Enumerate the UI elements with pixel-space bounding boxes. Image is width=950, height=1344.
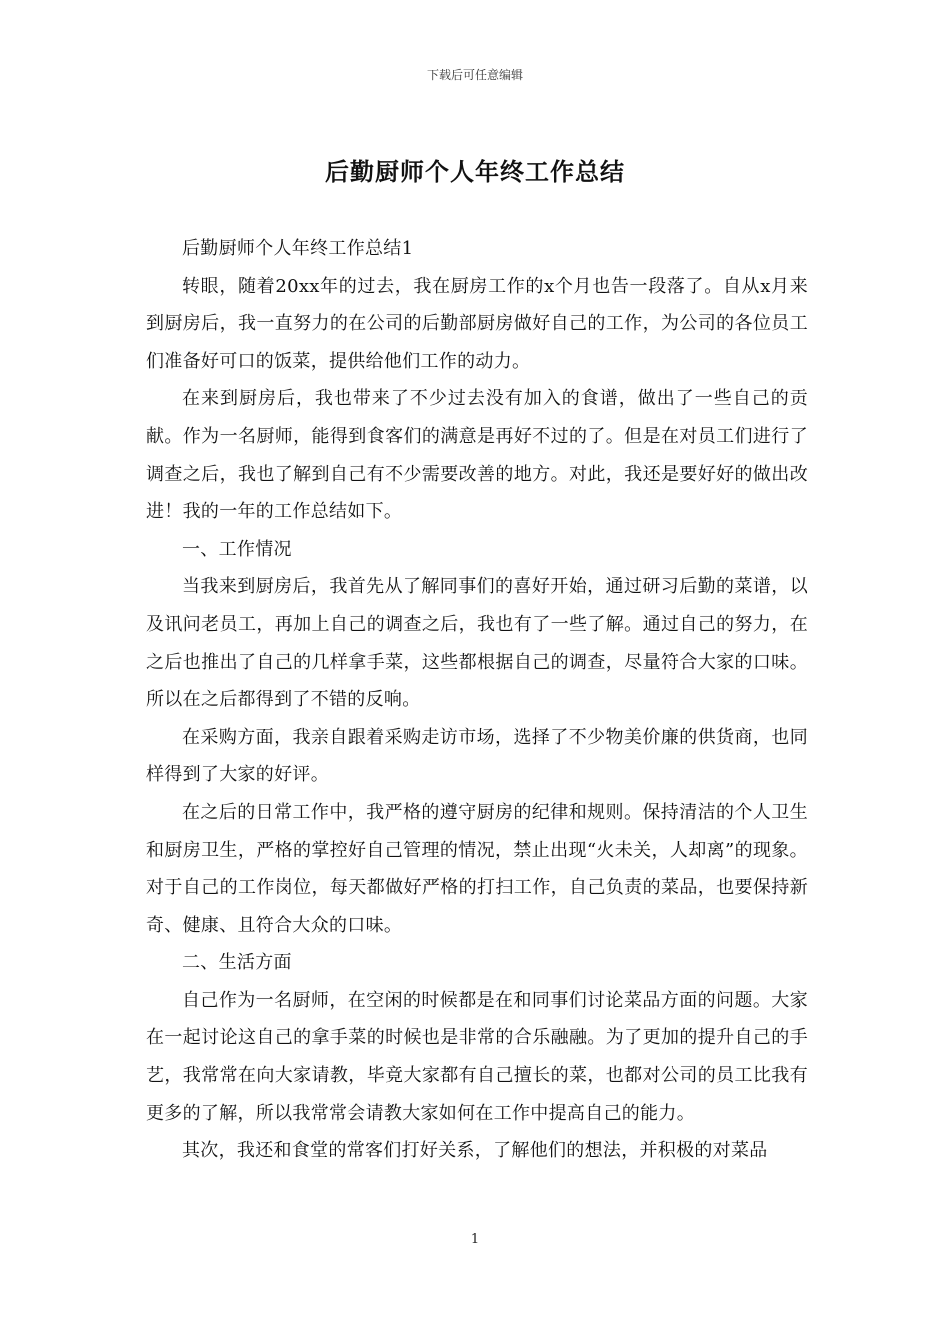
section-heading: 二、生活方面 [182, 952, 292, 974]
subtitle-paragraph: 后勤厨师个人年终工作总结1 [182, 238, 414, 259]
body-paragraph: 在来到厨房后，我也带来了不少过去没有加入的食谱，做出了一些自己的贡献。作为一名厨师，能得到食客们的满意是再好不过的了。但是在对员工们进行了调查之后，我也了解到自己有不少需要改善的地方。对此，我还是要好好的做出改进！我的一年的工作总结如下。 [146, 388, 808, 523]
section-heading: 一、工作情况 [182, 538, 292, 560]
body-paragraph: 在采购方面，我亲自跟着采购走访市场，选择了不少物美价廉的供货商，也同样得到了大家的好评。 [146, 726, 808, 786]
document-body [146, 230, 808, 1170]
header-note: 下载后可任意编辑 [426, 68, 523, 82]
body-paragraph: 自己作为一名厨师，在空闲的时候都是在和同事们讨论菜品方面的问题。大家在一起讨论这自己的拿手菜的时候也是非常的合乐融融。为了更加的提升自己的手艺，我常常在向大家请教，毕竟大家都有自己擅长的菜，也都对公司的员工比我有更多的了解，所以我常常会请教大家如何在工作中提高自己的能力。 [146, 989, 808, 1124]
body-paragraph: 其次，我还和食堂的常客们打好关系，了解他们的想法，并积极的对菜品 [182, 1140, 768, 1162]
body-paragraph: 当我来到厨房后，我首先从了解同事们的喜好开始，通过研习后勤的菜谱，以及讯问老员工，再加上自己的调查之后，我也有了一些了解。通过自己的努力，在之后也推出了自己的几样拿手菜，这些都根据自己的调查，尽量符合大家的口味。所以在之后都得到了不错的反响。 [146, 576, 808, 711]
body-paragraph: 转眼，随着20xx年的过去，我在厨房工作的x个月也告一段落了。自从x月来到厨房后，我一直努力的在公司的后勤部厨房做好自己的工作，为公司的各位员工们准备好可口的饭菜，提供给他们工作的动力。 [146, 275, 808, 372]
document-title: 后勤厨师个人年终工作总结 [325, 157, 625, 186]
body-paragraph: 在之后的日常工作中，我严格的遵守厨房的纪律和规则。保持清洁的个人卫生和厨房卫生，严格的掌控好自己管理的情况，禁止出现“火未关，人却离”的现象。对于自己的工作岗位，每天都做好严格的打扫工作，自己负责的菜品，也要保持新奇、健康、且符合大众的口味。 [146, 801, 808, 936]
page-number: 1 [470, 1232, 480, 1247]
